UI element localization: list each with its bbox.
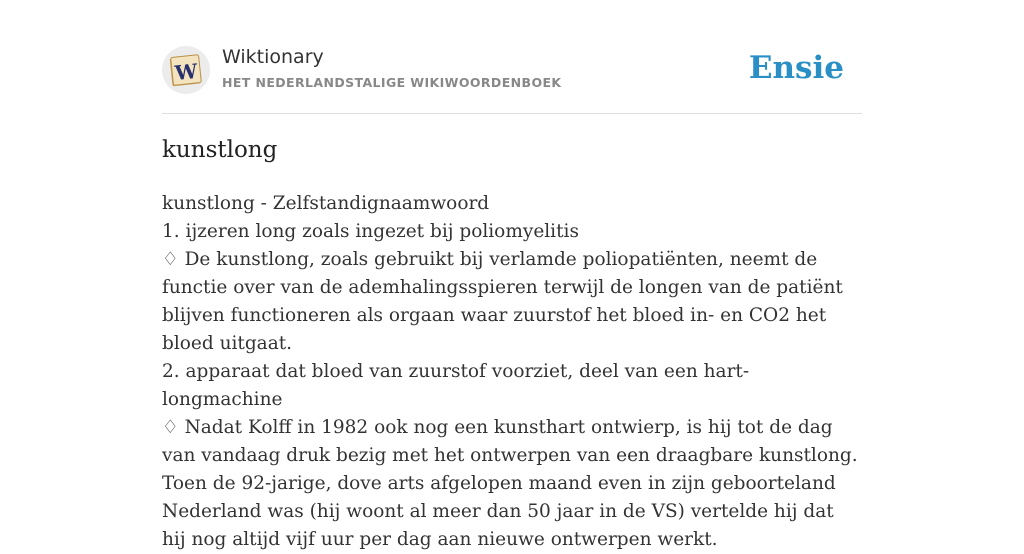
- site-header: [162, 0, 862, 114]
- sense-definition: 2. apparaat dat bloed van zuurstof voorziet, deel van een hart-longmachine: [162, 361, 750, 410]
- wiktionary-logo-icon[interactable]: [162, 46, 210, 94]
- definition-body: [162, 190, 862, 554]
- sense-example: [162, 246, 862, 358]
- page: [162, 0, 862, 550]
- sense-definition: 1. ijzeren long zoals ingezet bij poliomyelitis: [162, 221, 579, 242]
- sense-example: [162, 414, 862, 554]
- page-title: kunstlong: [162, 137, 278, 163]
- example-text: Nadat Kolff in 1982 ook nog een kunsthart ontwierp, is hij tot de dag van vandaag druk bezig met het ontwerpen van een draagbare kunstlong. Toen de 92-jarige, dove arts afgelopen maand even in zijn geboorteland Nederland was (hij woont al meer dan 50 jaar in de VS) vertelde hij dat hij nog altijd vijf uur per dag aan nieuwe ontwerpen werkt.: [162, 417, 858, 550]
- logo-letter: W: [173, 58, 199, 86]
- site-name[interactable]: Wiktionary: [222, 46, 324, 68]
- ensie-brand-link[interactable]: Ensie: [748, 50, 844, 86]
- example-marker-icon: ♢: [162, 249, 179, 270]
- entry-heading: kunstlong - Zelfstandignaamwoord: [162, 193, 490, 214]
- example-text: De kunstlong, zoals gebruikt bij verlamde poliopatiënten, neemt de functie over van de ademhalingsspieren terwijl de longen van de patiënt blijven functioneren als orgaan waar zuurstof het bloed in- en CO2 het bloed uitgaat.: [162, 249, 843, 354]
- example-marker-icon: ♢: [162, 417, 179, 438]
- site-tagline: HET NEDERLANDSTALIGE WIKIWOORDENBOEK: [222, 75, 562, 90]
